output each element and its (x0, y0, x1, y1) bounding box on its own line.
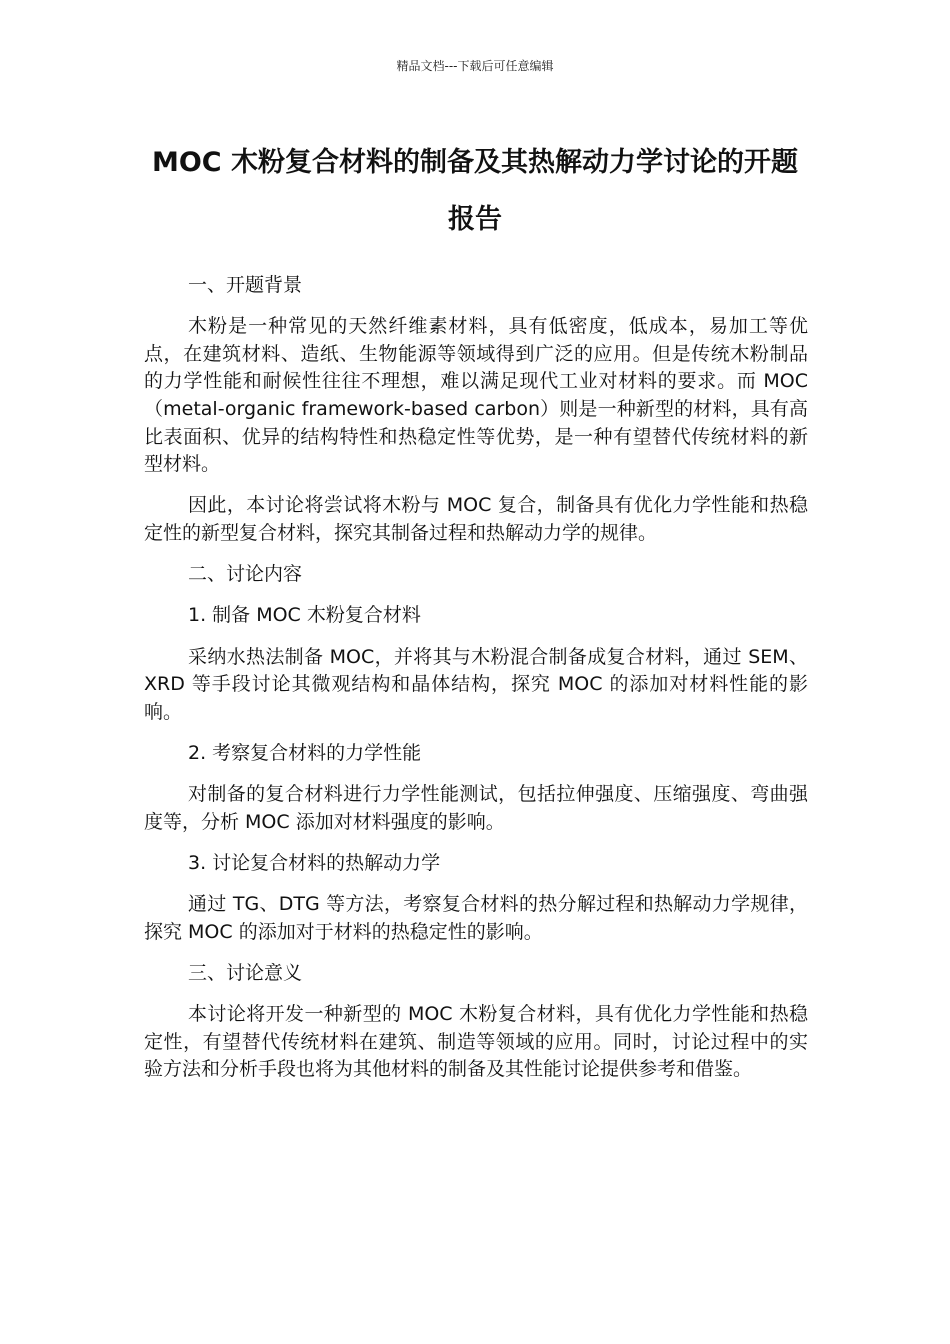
document-title: MOC 木粉复合材料的制备及其热解动力学讨论的开题报告 (151, 147, 799, 235)
background-paragraph-1: 木粉是一种常见的天然纤维素材料，具有低密度，低成本，易加工等优点，在建筑材料、造纸、生物能源等领域得到广泛的应用。但是传统木粉制品的力学性能和耐候性往往不理想，难以满足现代工业对材料的要求。而 MOC（metal-organic framework-based carbon）则是一种新型的材料，具有高比表面积、优异的结构特性和热稳定性等优势，是一种有望替代传统材料的新型材料。 (144, 315, 808, 476)
document-body (144, 272, 808, 1097)
section-heading-significance: 三、讨论意义 (188, 961, 303, 984)
background-paragraph-2: 因此，本讨论将尝试将木粉与 MOC 复合，制备具有优化力学性能和热稳定性的新型复合材料，探究其制备过程和热解动力学的规律。 (144, 494, 808, 544)
subsection-heading-mechanics: 2. 考察复合材料的力学性能 (188, 741, 422, 764)
subsection-heading-preparation: 1. 制备 MOC 木粉复合材料 (188, 604, 421, 627)
significance-paragraph: 本讨论将开发一种新型的 MOC 木粉复合材料，具有优化力学性能和热稳定性，有望替代传统材料在建筑、制造等领域的应用。同时，讨论过程中的实验方法和分析手段也将为其他材料的制备及其性能讨论提供参考和借鉴。 (144, 1003, 808, 1081)
pyrolysis-paragraph: 通过 TG、DTG 等方法，考察复合材料的热分解过程和热解动力学规律，探究 MOC 的添加对于材料的热稳定性的影响。 (144, 893, 808, 943)
section-heading-background: 一、开题背景 (188, 274, 303, 296)
preparation-paragraph: 采纳水热法制备 MOC，并将其与木粉混合制备成复合材料，通过 SEM、XRD 等手段讨论其微观结构和晶体结构，探究 MOC 的添加对材料性能的影响。 (144, 645, 808, 723)
page-header: 精品文档---下载后可任意编辑 (396, 59, 554, 73)
mechanics-paragraph: 对制备的复合材料进行力学性能测试，包括拉伸强度、压缩强度、弯曲强度等，分析 MOC 添加对材料强度的影响。 (144, 783, 808, 833)
section-heading-content: 二、讨论内容 (188, 563, 303, 586)
subsection-heading-pyrolysis: 3. 讨论复合材料的热解动力学 (188, 851, 441, 874)
